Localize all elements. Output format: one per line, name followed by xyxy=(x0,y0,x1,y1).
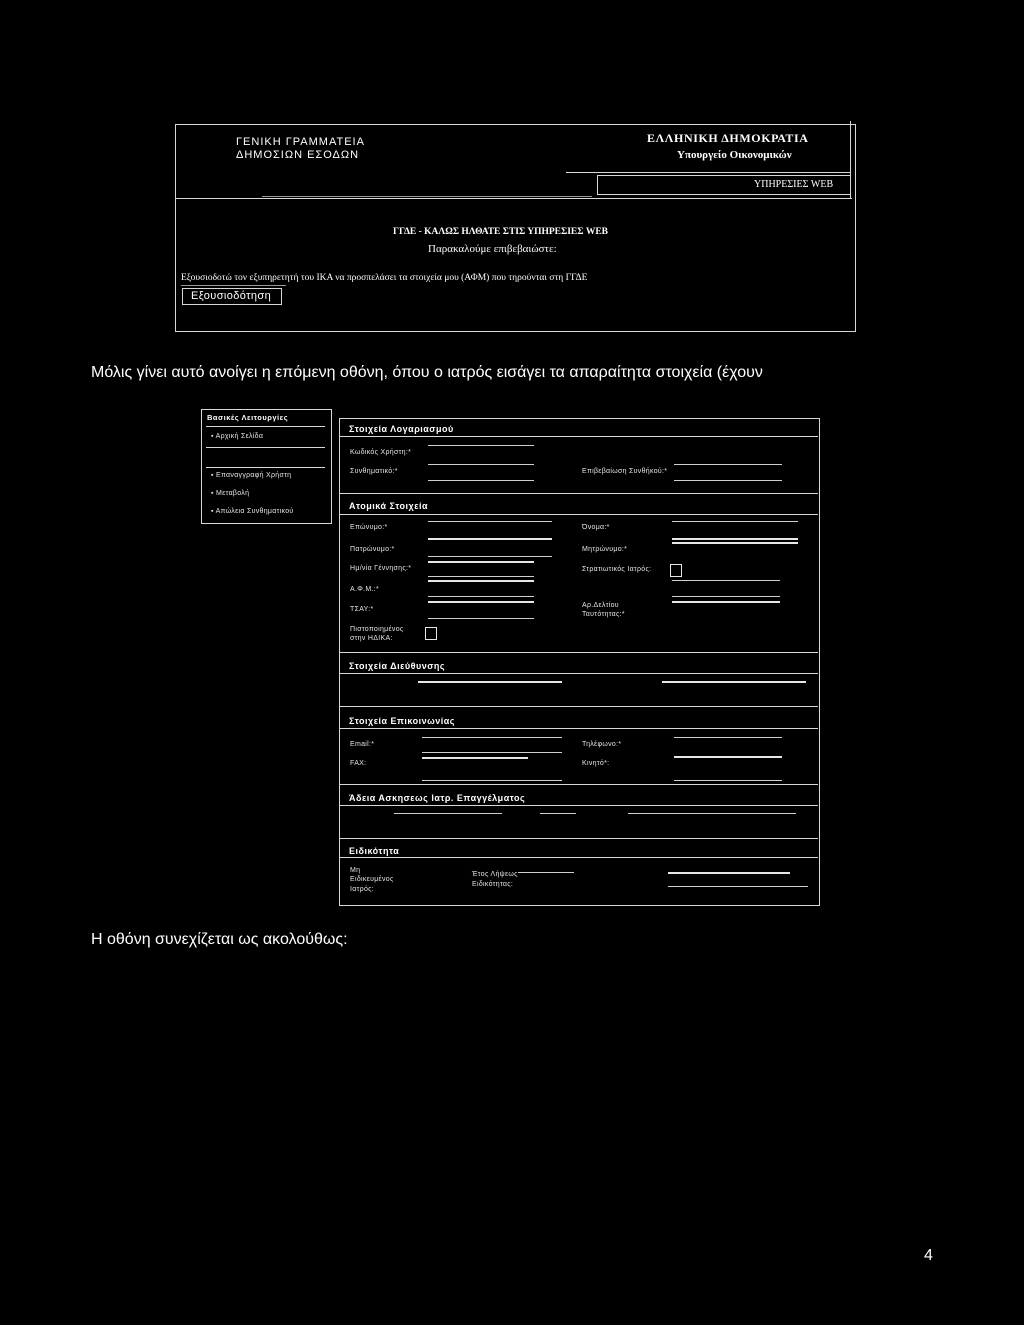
birthdate-field[interactable] xyxy=(428,576,534,577)
address-street-field[interactable] xyxy=(418,681,562,683)
mobile-label: Κινητό*: xyxy=(582,760,610,767)
specialty-year-label-2: Ειδικότητας: xyxy=(472,881,514,888)
username-field[interactable] xyxy=(428,445,534,446)
non-specialist-label-2: Ειδικευμένος xyxy=(350,876,394,883)
sidebar-item-label: Αρχική Σελίδα xyxy=(215,433,264,440)
id-card-label-2: Ταυτότητας:* xyxy=(582,611,625,618)
bullet-icon: ▪ xyxy=(211,472,214,479)
username-label: Κωδικός Χρήστη:* xyxy=(350,449,412,456)
non-specialist-label-1: Μη xyxy=(350,867,361,874)
name-label: Όνομα:* xyxy=(582,524,610,531)
sidebar-title: Βασικές Λειτουργίες xyxy=(207,413,289,422)
mother-name-field[interactable] xyxy=(672,542,798,544)
tsay-field[interactable] xyxy=(428,618,534,619)
sidebar-item-home[interactable] xyxy=(211,433,263,440)
afm-label: Α.Φ.Μ.:* xyxy=(350,586,379,593)
name-field[interactable] xyxy=(672,538,798,540)
license-section-title: Άδεια Ασκησεως Ιατρ. Επαγγέλματος xyxy=(349,793,526,803)
mother-name-label: Μητρώνυμο:* xyxy=(582,546,628,553)
military-doctor-checkbox[interactable] xyxy=(670,564,682,577)
phone-field[interactable] xyxy=(674,756,782,758)
sidebar-item-reregister[interactable] xyxy=(211,472,291,479)
services-web-label: ΥΠΗΡΕΣΙΕΣ WEB xyxy=(754,179,834,190)
fax-field[interactable] xyxy=(422,780,562,781)
surname-field[interactable] xyxy=(428,538,552,540)
ministry-title: Υπουργείο Οικονομικών xyxy=(677,149,792,161)
email-field[interactable] xyxy=(422,752,562,753)
bullet-icon: ▪ xyxy=(211,508,214,515)
page-number: 4 xyxy=(924,1247,933,1264)
address-section-title: Στοιχεία Διεύθυνσης xyxy=(349,661,446,671)
father-name-label: Πατρώνυμο:* xyxy=(350,546,395,553)
password-label: Συνθηματικό:* xyxy=(350,468,398,475)
afm-field[interactable] xyxy=(428,596,534,597)
phone-label: Τηλέφωνο:* xyxy=(582,741,622,748)
please-confirm-text: Παρακαλούμε επιβεβαιώστε: xyxy=(428,243,557,255)
header-divider xyxy=(176,198,852,199)
body-paragraph-1: Μόλις γίνει αυτό ανοίγει η επόμενη οθόνη, όπου ο ιατρός εισάγει τα απαραίτητα στοιχεία (έχουν xyxy=(91,364,763,381)
certified-label-1: Πιστοποιημένος xyxy=(350,626,404,633)
military-doctor-label: Στρατιωτικός Ιατρός: xyxy=(582,566,652,573)
welcome-text: ΓΓΔΕ - ΚΑΛΩΣ ΗΛΘΑΤΕ ΣΤΙΣ ΥΠΗΡΕΣΙΕΣ WEB xyxy=(393,227,609,237)
license-year-field[interactable] xyxy=(540,813,576,814)
sidebar-item-lost-password[interactable] xyxy=(211,508,294,515)
sidebar-item-label: Μεταβολή xyxy=(216,490,250,497)
bullet-icon: ▪ xyxy=(211,433,214,440)
sidebar-item-change[interactable] xyxy=(211,490,249,497)
tsay-label: ΤΣΑΥ:* xyxy=(350,606,374,613)
email-label: Email:* xyxy=(350,741,375,748)
surname-label: Επώνυμο:* xyxy=(350,524,388,531)
confirm-password-field[interactable] xyxy=(674,464,782,465)
ggde-title-line2: ΔΗΜΟΣΙΩΝ ΕΣΟΔΩΝ xyxy=(236,149,360,161)
sidebar-item-label: Επαναγγραφή Χρήστη xyxy=(216,472,292,479)
password-field[interactable] xyxy=(428,480,534,481)
personal-section-title: Ατομικά Στοιχεία xyxy=(349,501,429,511)
account-section-title: Στοιχεία Λογαριασμού xyxy=(349,424,454,434)
certified-label-2: στην ΗΔΙΚΑ: xyxy=(350,635,393,642)
sidebar-item-label: Απώλεια Συνθηματικού xyxy=(215,508,294,515)
specialty-field[interactable] xyxy=(668,872,790,874)
birthdate-label: Ημ/νία Γέννησης:* xyxy=(350,565,412,572)
mobile-field[interactable] xyxy=(674,780,782,781)
non-specialist-field[interactable] xyxy=(518,872,574,873)
bullet-icon: ▪ xyxy=(211,490,214,497)
certified-checkbox[interactable] xyxy=(425,627,437,640)
body-paragraph-2: Η οθόνη συνεχίζεται ως ακολούθως: xyxy=(91,931,348,948)
non-specialist-label-3: Ιατρός: xyxy=(350,886,375,893)
license-number-field[interactable] xyxy=(394,813,502,814)
authorize-button-label: Εξουσιοδότηση xyxy=(191,290,272,302)
specialty-year-label-1: Έτος Λήψεως xyxy=(472,871,518,878)
father-name-field[interactable] xyxy=(428,556,552,557)
confirm-password-label: Επιβεβαίωση Συνθήκού:* xyxy=(582,468,668,475)
address-city-field[interactable] xyxy=(662,681,806,683)
id-card-label-1: Αρ.Δελτίου xyxy=(582,602,619,609)
authorization-text: Εξουσιοδοτώ τον εξυπηρετητή του ΙΚΑ να προσπελάσει τα στοιχεία μου (ΑΦΜ) που τηρούνται στη ΓΓΔΕ xyxy=(181,273,588,283)
specialty-section-title: Ειδικότητα xyxy=(349,846,400,856)
ggde-title-line1: ΓΕΝΙΚΗ ΓΡΑΜΜΑΤΕΙΑ xyxy=(236,136,365,148)
fax-label: FAX: xyxy=(350,760,367,767)
hellenic-republic-title: ΕΛΛΗΝΙΚΗ ΔΗΜΟΚΡΑΤΙΑ xyxy=(647,131,809,145)
contact-section-title: Στοιχεία Επικοινωνίας xyxy=(349,716,455,726)
license-authority-field[interactable] xyxy=(628,813,796,814)
specialty-year-field[interactable] xyxy=(668,886,808,887)
